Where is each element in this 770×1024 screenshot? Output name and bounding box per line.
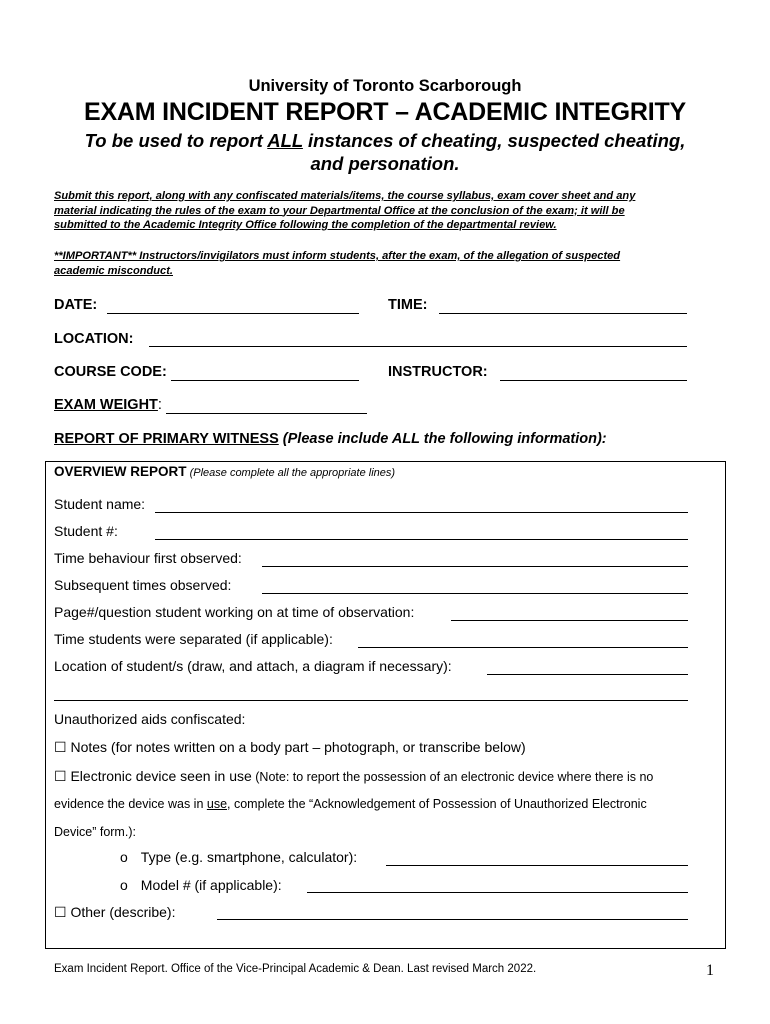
subtitle-text: To be used to report [84,130,268,151]
device-checkbox[interactable]: ☐ [54,768,67,784]
overview-note: (Please complete all the appropriate lines) [186,467,396,479]
submit-instructions [54,189,720,233]
first-observed-field[interactable] [262,566,688,567]
institution-name: University of Toronto Scarborough [248,77,522,95]
device-option-label: Electronic device seen in use [70,768,252,784]
subtitle-emphasis: ALL [267,130,303,151]
device-note-text-cont: , complete the “Acknowledgement of Possession of Unauthorized Electronic [227,797,647,811]
type-label: Type (e.g. smartphone, calculator): [140,849,358,865]
subsequent-field[interactable] [262,593,688,594]
other-field[interactable] [217,919,688,920]
location-label: LOCATION: [54,331,134,347]
other-checkbox[interactable]: ☐ [54,904,67,920]
witness-note: (Please include ALL the following information): [278,431,607,447]
footer-text: Exam Incident Report. Office of the Vice-Principal Academic & Dean. Last revised March 2022. [54,963,537,975]
device-note-line1: (Note: to report the possession of an electronic device where there is no [251,770,654,784]
student-name-label: Student name: [54,496,146,512]
time-label: TIME: [388,297,428,313]
notice-line: academic misconduct. [54,264,173,277]
instruction-line: submitted to the Academic Integrity Office following the completion of the departmental review. [54,219,557,231]
student-number-field[interactable] [155,539,688,540]
device-note-line2 [54,797,647,811]
device-option [54,768,653,785]
exam-weight-colon: : [157,397,162,413]
other-option-label: Other (describe): [70,904,176,920]
notes-option-label: Notes (for notes written on a body part – photograph, or transcribe below) [70,739,526,755]
important-notice [54,249,720,278]
time-field[interactable] [439,313,687,314]
first-observed-label: Time behaviour first observed: [54,550,242,566]
bullet: o [120,849,128,865]
subtitle-text-cont: instances of cheating, suspected cheating, [302,130,686,151]
overview-heading [54,464,395,479]
separated-label: Time students were separated (if applicable): [54,631,333,647]
subtitle [0,129,770,175]
model-item [120,877,282,893]
overview-report-box [45,461,726,949]
instructor-field[interactable] [500,380,687,381]
student-number-label: Student #: [54,523,118,539]
exam-weight-text: EXAM WEIGHT [54,397,158,413]
subtitle-line2: and personation. [310,153,460,174]
exam-weight-field[interactable] [166,413,367,414]
separated-field[interactable] [358,647,688,648]
aids-heading: Unauthorized aids confiscated: [54,711,246,727]
subsequent-label: Subsequent times observed: [54,577,232,593]
page-title: EXAM INCIDENT REPORT – ACADEMIC INTEGRITY [83,98,687,126]
instruction-line: Submit this report, along with any confiscated materials/items, the course syllabus, exam cover sheet and any [54,190,636,202]
page-number: 1 [706,962,714,979]
location-students-field-line2[interactable] [54,700,688,701]
other-option [54,904,176,921]
model-label: Model # (if applicable): [140,877,282,893]
type-field[interactable] [386,865,688,866]
student-name-field[interactable] [155,512,688,513]
instructor-label: INSTRUCTOR: [388,364,488,380]
page-question-field[interactable] [451,620,688,621]
device-note-text: evidence the device was in [54,797,207,811]
type-item [120,849,357,865]
exam-weight-label [54,397,162,413]
location-field[interactable] [149,346,687,347]
location-students-label: Location of student/s (draw, and attach, a diagram if necessary): [54,658,452,674]
date-label: DATE: [54,297,98,313]
overview-heading-text: OVERVIEW REPORT [54,464,187,479]
witness-heading-text: REPORT OF PRIMARY WITNESS [54,431,279,447]
location-students-field[interactable] [487,674,688,675]
page-question-label: Page#/question student working on at time of observation: [54,604,415,620]
bullet: o [120,877,128,893]
notes-checkbox[interactable]: ☐ [54,739,67,755]
notice-line: **IMPORTANT** Instructors/invigilators must inform students, after the exam, of the allegation of suspected [54,250,621,262]
witness-heading [54,431,607,447]
device-note-line3: Device” form.): [54,825,136,839]
course-code-label: COURSE CODE: [54,364,167,380]
course-code-field[interactable] [171,380,359,381]
date-field[interactable] [107,313,359,314]
device-note-underlined: use [206,797,228,811]
model-field[interactable] [307,892,688,893]
notes-option [54,739,526,756]
instruction-line: material indicating the rules of the exam to your Departmental Office at the conclusion of the exam; it will be [54,204,625,217]
